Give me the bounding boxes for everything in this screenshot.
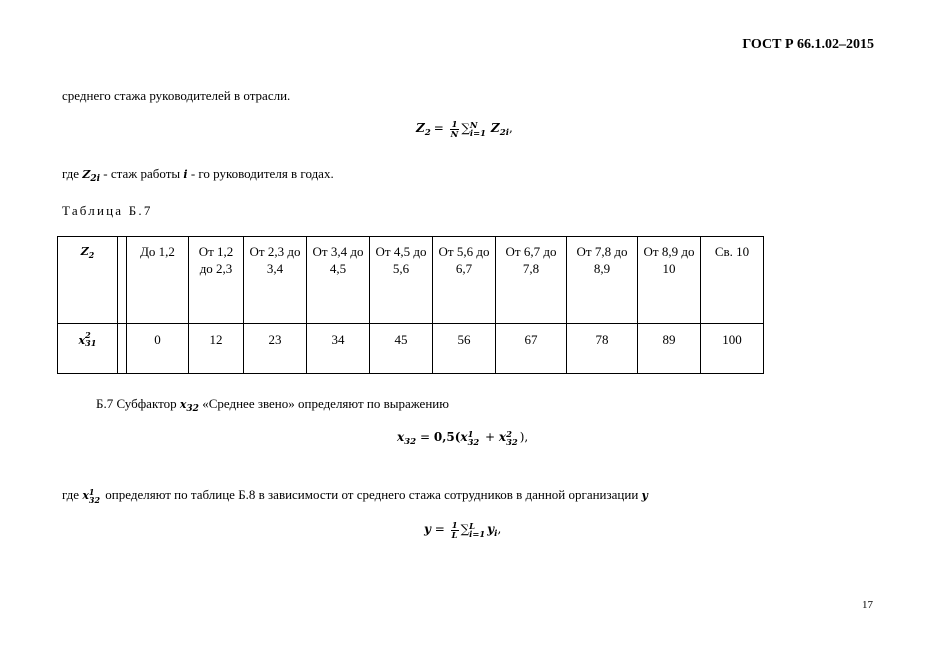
where-var: Z [82, 168, 91, 181]
where2-prefix: где [62, 487, 83, 502]
formula2-t2: x [498, 430, 507, 445]
formula2-t1: x [460, 430, 468, 445]
where2-var-sub: 32 [88, 495, 101, 506]
where-x32-text [62, 487, 648, 504]
range-cell: До 1,2 [127, 237, 189, 324]
fraction [450, 120, 460, 139]
formula2-lhs: x [397, 430, 405, 445]
value-cell: 34 [307, 324, 370, 374]
row-label-z2 [58, 237, 118, 324]
sum-symbol: ∑ [460, 522, 470, 537]
where-text2: - го руководителя в годах. [187, 166, 334, 181]
table-caption: Таблица Б.7 [62, 203, 153, 218]
value-cell: 0 [127, 324, 189, 374]
value-cell: 45 [370, 324, 433, 374]
sum-upper: N [469, 119, 478, 130]
value-cell: 67 [496, 324, 567, 374]
formula3-tail: , [497, 522, 502, 537]
sum-lower: i=1 [469, 128, 486, 139]
range-cell: От 2,3 до 3,4 [244, 237, 307, 324]
table-values-row [58, 324, 764, 374]
para-var: x [179, 398, 187, 411]
intro-text: среднего стажа руководителей в отрасли. [62, 88, 291, 103]
where-text1: - стаж работы [100, 166, 184, 181]
formula3-term-sub: i [494, 529, 498, 540]
where-prefix: где [62, 166, 83, 181]
where-z2i-text [62, 166, 334, 184]
value-cell: 100 [701, 324, 764, 374]
range-cell: От 8,9 до 10 [638, 237, 701, 324]
where2-var: x [82, 489, 89, 502]
where2-text: определяют по таблице Б.8 в зависимости от среднего стажа сотрудников в данной организации [102, 487, 642, 502]
range-cell: От 4,5 до 5,6 [370, 237, 433, 324]
sum-limits [470, 121, 486, 138]
formula2-tail: ), [519, 430, 529, 445]
formula-z2-mean: $Z_2$ = $\frac{1}{N}$ ∑ N i=1 $Z_{2i}$, [416, 119, 513, 139]
value-cell: 23 [244, 324, 307, 374]
sum-symbol: ∑ [461, 121, 470, 136]
formula2-lhs-sub: 32 [404, 437, 417, 448]
formula-y-mean: y = $\frac{1}{L}$ ∑ L i=1 $y_i$, [424, 520, 502, 540]
row-label-x31 [58, 324, 118, 374]
where2-y: y [641, 489, 648, 502]
range-cell: От 6,7 до 7,8 [496, 237, 567, 324]
formula-term-sub: 2i [499, 128, 509, 139]
sum-limits [469, 522, 485, 539]
formula2-coef: 0,5( [433, 430, 461, 445]
row-label-z: Z [80, 245, 89, 258]
range-cell: От 1,2 до 2,3 [189, 237, 244, 324]
formula2-t1-sup: 1 [467, 429, 474, 439]
sum-upper: L [469, 520, 476, 531]
fraction-denominator: N [450, 128, 459, 139]
formula-term: Z [490, 121, 500, 136]
formula2-eq: = [416, 430, 434, 445]
para-prefix: Б.7 Субфактор [96, 396, 180, 411]
page-number: 17 [862, 599, 873, 611]
formula2-t2-sup: 2 [506, 429, 512, 439]
paragraph-b7 [96, 396, 449, 414]
where-index: i [183, 168, 188, 181]
fraction-numerator: 1 [451, 520, 458, 530]
para-var-sub: 32 [186, 404, 199, 415]
formula2-t2-sub: 32 [506, 437, 518, 448]
document-code-header: ГОСТ Р 66.1.02–2015 [742, 37, 874, 52]
range-cell: От 5,6 до 6,7 [433, 237, 496, 324]
where2-var-sup: 1 [88, 487, 95, 498]
fraction-denominator: L [451, 529, 458, 540]
fraction-numerator: 1 [451, 119, 458, 129]
formula-lhs: Z [416, 121, 425, 136]
formula2-plus: + [481, 430, 499, 445]
formula3-lhs: y [424, 522, 431, 537]
row-label-x: x [78, 334, 86, 348]
para-text: «Среднее звено» определяют по выражению [198, 396, 449, 411]
formula-x32 [397, 430, 528, 447]
value-cell: 89 [638, 324, 701, 374]
value-cell: 12 [189, 324, 244, 374]
where-var-sub: 2i [90, 174, 101, 185]
formula2-t1-sub: 32 [467, 437, 480, 448]
spacer-cell [118, 324, 127, 374]
row-label-z-sub: 2 [88, 250, 95, 260]
value-cell: 56 [433, 324, 496, 374]
sum-lower: i=1 [469, 529, 486, 540]
spacer-cell [118, 237, 127, 324]
formula-tail: , [508, 121, 513, 136]
fraction [451, 521, 459, 540]
range-cell: От 7,8 до 8,9 [567, 237, 638, 324]
range-cell: От 3,4 до 4,5 [307, 237, 370, 324]
row-label-x-sup: 2 [85, 330, 91, 340]
table-header-row [58, 237, 764, 324]
value-cell: 78 [567, 324, 638, 374]
table-b7 [57, 236, 764, 374]
range-cell: Св. 10 [701, 237, 764, 324]
row-label-x-sub: 31 [85, 338, 97, 349]
formula-lhs-sub: 2 [424, 128, 431, 139]
formula3-term: y [487, 522, 495, 537]
